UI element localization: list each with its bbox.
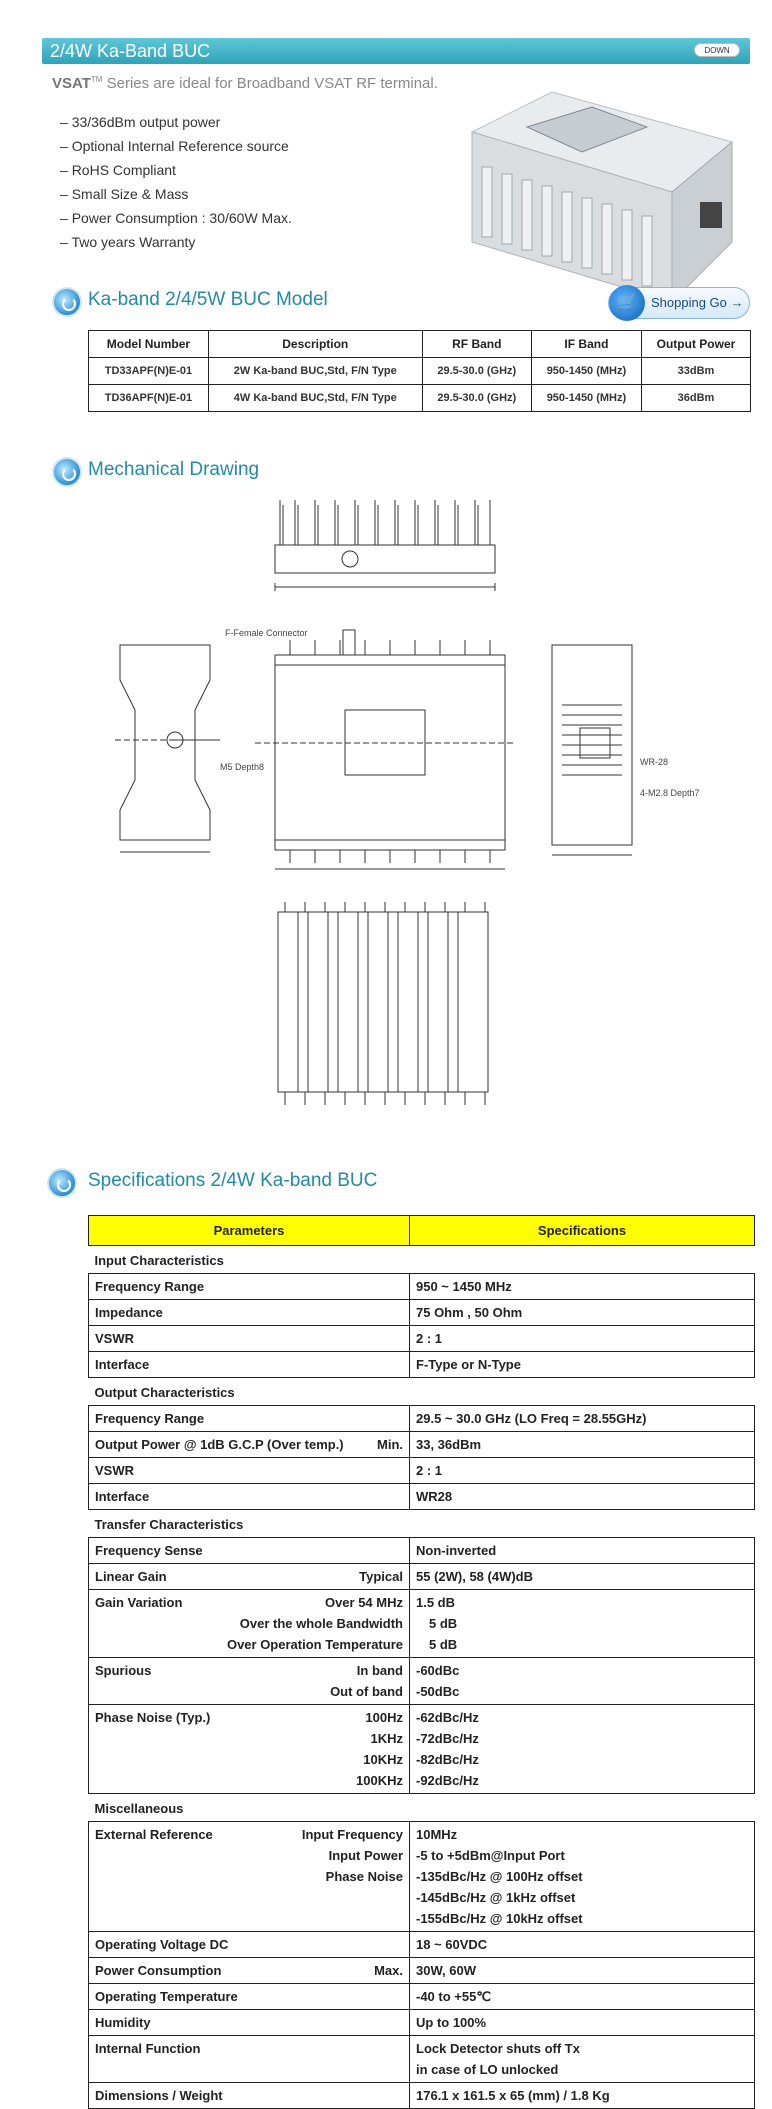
spec-value: 5 dB (429, 1616, 458, 1631)
spec-value: 5 dB (429, 1637, 458, 1652)
table-row (89, 1458, 755, 1484)
param-qualifier: Input Frequency (301, 1827, 403, 1842)
table-cell: 950-1450 (MHz) (531, 385, 641, 412)
param-label-row (95, 1566, 403, 1587)
spec-value: -50dBc (416, 1684, 460, 1699)
param-label-row (95, 1707, 403, 1728)
spec-value: -155dBc/Hz @ 10kHz offset (416, 1911, 583, 1926)
feature-list (60, 110, 292, 254)
param-qualifier: Over Operation Temperature (226, 1637, 403, 1652)
table-row (89, 1932, 755, 1958)
table-row (89, 1432, 755, 1458)
drawing-top-view (255, 495, 505, 600)
column-header: RF Band (422, 331, 531, 358)
page-title: 2/4W Ka-Band BUC (50, 41, 211, 61)
spec-value: 1.5 dB (416, 1595, 456, 1610)
table-cell: 2W Ka-band BUC,Std, F/N Type (208, 358, 422, 385)
column-header: IF Band (531, 331, 641, 358)
param-qualifier: Out of band (330, 1684, 403, 1699)
param-qualifier: 100Hz (365, 1710, 403, 1725)
table-row (89, 1538, 755, 1564)
param-qualifier: 100KHz (356, 1773, 403, 1788)
spec-value: -135dBc/Hz @ 100Hz offset (416, 1869, 583, 1884)
drawing-label-wr28: WR-28 (640, 757, 669, 767)
section-bullet-icon (52, 457, 82, 487)
column-header: Output Power (641, 331, 750, 358)
table-row (89, 2036, 755, 2083)
table-row (89, 1300, 755, 1326)
group-row (89, 1510, 755, 1538)
spec-value: -62dBc/Hz (416, 1710, 479, 1725)
spec-value: WR28 (410, 1484, 755, 1510)
param-qualifier: In band (356, 1663, 403, 1678)
table-cell: 33dBm (641, 358, 750, 385)
param-label: Output Power @ 1dB G.C.P (Over temp.) (95, 1437, 344, 1452)
product-image (432, 72, 752, 312)
table-row (89, 385, 751, 412)
spec-value: F-Type or N-Type (410, 1352, 755, 1378)
table-row (89, 1406, 755, 1432)
param-label: Operating Voltage DC (89, 1932, 410, 1958)
param-label-row (95, 1824, 403, 1845)
spec-value: 18 ~ 60VDC (410, 1932, 755, 1958)
down-button[interactable]: DOWN (694, 43, 740, 57)
tagline-text: Series are ideal for Broadband VSAT RF terminal. (102, 75, 438, 92)
param-label: Phase Noise (Typ.) (95, 1710, 211, 1725)
table-cell: TD33APF(N)E-01 (89, 358, 209, 385)
spec-value: 33, 36dBm (410, 1432, 755, 1458)
table-header-row (89, 1216, 755, 1246)
group-row (89, 1246, 755, 1274)
param-qualifier: Over 54 MHz (324, 1595, 403, 1610)
param-label: Dimensions / Weight (89, 2083, 410, 2109)
param-label-row (95, 1660, 403, 1681)
param-label-row (95, 1960, 403, 1981)
param-label: Internal Function (89, 2036, 410, 2083)
table-row (89, 1984, 755, 2010)
table-row (89, 1958, 755, 1984)
feature-item: – RoHS Compliant (60, 158, 292, 182)
shopping-go-button[interactable] (608, 287, 750, 319)
model-table (88, 330, 751, 412)
spec-value: -5 to +5dBm@Input Port (416, 1848, 565, 1863)
table-header-row (89, 331, 751, 358)
param-label: Frequency Sense (89, 1538, 410, 1564)
spec-value: 2 : 1 (410, 1326, 755, 1352)
model-section-title: Ka-band 2/4/5W BUC Model (88, 289, 328, 310)
table-row (89, 1705, 755, 1794)
drawing-label-f-connector: F-Female Connector (225, 628, 308, 638)
group-row (89, 1378, 755, 1406)
param-label: VSWR (89, 1326, 410, 1352)
drawing-side-view-right (540, 640, 650, 870)
feature-item: – 33/36dBm output power (60, 110, 292, 134)
table-cell: 950-1450 (MHz) (531, 358, 641, 385)
intro-tagline (52, 75, 438, 92)
spec-value: -72dBc/Hz (416, 1731, 479, 1746)
feature-item: – Two years Warranty (60, 230, 292, 254)
feature-item: – Optional Internal Reference source (60, 134, 292, 158)
param-qualifier: Min. (377, 1437, 403, 1452)
table-row (89, 1590, 755, 1658)
group-label: Miscellaneous (94, 1801, 184, 1816)
title-banner (42, 38, 750, 64)
table-row (89, 1484, 755, 1510)
param-label: Impedance (89, 1300, 410, 1326)
group-label: Transfer Characteristics (94, 1517, 244, 1532)
param-qualifier: 10KHz (363, 1752, 403, 1767)
param-qualifier: Typical (359, 1569, 403, 1584)
param-qualifier: Max. (374, 1963, 403, 1978)
group-label: Input Characteristics (94, 1253, 224, 1268)
column-header: Model Number (89, 331, 209, 358)
drawing-side-view-left (110, 640, 220, 860)
spec-value: 55 (2W), 58 (4W)dB (410, 1564, 755, 1590)
column-header: Description (208, 331, 422, 358)
param-label: Gain Variation (95, 1595, 183, 1610)
spec-value: 10MHz (416, 1827, 458, 1842)
feature-item: – Small Size & Mass (60, 182, 292, 206)
spec-value: 176.1 x 161.5 x 65 (mm) / 1.8 Kg (410, 2083, 755, 2109)
param-qualifier: 1KHz (370, 1731, 403, 1746)
param-label: Frequency Range (89, 1406, 410, 1432)
param-label: Linear Gain (95, 1569, 167, 1584)
spec-value: -60dBc (416, 1663, 460, 1678)
spec-value: 950 ~ 1450 MHz (410, 1274, 755, 1300)
param-label-row (95, 1592, 403, 1613)
spec-value: 2 : 1 (410, 1458, 755, 1484)
drawing-section-title: Mechanical Drawing (88, 459, 260, 480)
spec-value: -82dBc/Hz (416, 1752, 479, 1767)
param-label: Spurious (95, 1663, 152, 1678)
spec-section-title: Specifications 2/4W Ka-band BUC (88, 1170, 378, 1191)
table-cell: 29.5-30.0 (GHz) (422, 385, 531, 412)
spec-value: in case of LO unlocked (416, 2062, 559, 2077)
param-label: Frequency Range (89, 1274, 410, 1300)
param-label-row (95, 1434, 403, 1455)
group-label: Output Characteristics (94, 1385, 235, 1400)
column-header: Parameters (89, 1216, 410, 1246)
trademark: TM (90, 75, 103, 84)
table-row (89, 358, 751, 385)
table-cell: 29.5-30.0 (GHz) (422, 358, 531, 385)
brand-name: VSAT (52, 75, 91, 92)
column-header: Specifications (410, 1216, 755, 1246)
drawing-label-m5: M5 Depth8 (220, 762, 265, 772)
table-row (89, 2010, 755, 2036)
section-bullet-icon (52, 287, 82, 317)
table-row (89, 1326, 755, 1352)
param-label: Humidity (89, 2010, 410, 2036)
table-row (89, 1564, 755, 1590)
spec-table (88, 1215, 755, 2109)
table-row (89, 1822, 755, 1932)
spec-value: -40 to +55℃ (410, 1984, 755, 2010)
table-row (89, 1274, 755, 1300)
spec-value: Up to 100% (410, 2010, 755, 2036)
param-qualifier: Input Power (328, 1848, 403, 1863)
table-row (89, 2083, 755, 2109)
drawing-front-view (255, 625, 515, 875)
param-label: External Reference (95, 1827, 213, 1842)
param-label: Power Consumption (95, 1963, 222, 1978)
table-row (89, 1352, 755, 1378)
param-label: Operating Temperature (89, 1984, 410, 2010)
group-row (89, 1794, 755, 1822)
drawing-bottom-view (270, 900, 500, 1110)
spec-value: -92dBc/Hz (416, 1773, 479, 1788)
spec-value: 75 Ohm , 50 Ohm (410, 1300, 755, 1326)
param-label: Interface (89, 1484, 410, 1510)
section-bullet-icon (47, 1168, 77, 1198)
table-cell: TD36APF(N)E-01 (89, 385, 209, 412)
spec-value: 30W, 60W (410, 1958, 755, 1984)
spec-value: Non-inverted (410, 1538, 755, 1564)
table-cell: 36dBm (641, 385, 750, 412)
feature-item: – Power Consumption : 30/60W Max. (60, 206, 292, 230)
shopping-go-label: Shopping Go → (651, 295, 744, 310)
shopping-cart-icon: 🛒 (609, 285, 645, 321)
table-row (89, 1658, 755, 1705)
table-cell: 4W Ka-band BUC,Std, F/N Type (208, 385, 422, 412)
spec-value: -145dBc/Hz @ 1kHz offset (416, 1890, 576, 1905)
param-label: VSWR (89, 1458, 410, 1484)
spec-value: 29.5 ~ 30.0 GHz (LO Freq = 28.55GHz) (410, 1406, 755, 1432)
spec-value: Lock Detector shuts off Tx (416, 2041, 580, 2056)
param-qualifier: Over the whole Bandwidth (239, 1616, 403, 1631)
drawing-label-screw: 4-M2.8 Depth7 (640, 788, 700, 798)
param-label: Interface (89, 1352, 410, 1378)
param-qualifier: Phase Noise (325, 1869, 403, 1884)
